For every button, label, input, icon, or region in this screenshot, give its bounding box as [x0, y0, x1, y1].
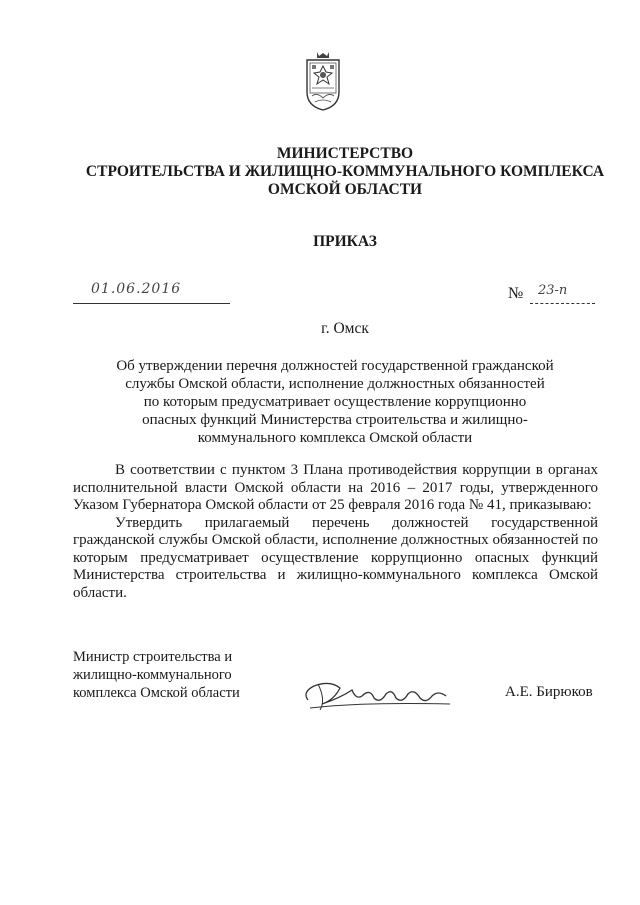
- ministry-line-1: МИНИСТЕРСТВО: [276, 145, 414, 162]
- number-label: №: [508, 285, 524, 302]
- handwritten-number: 23-п: [538, 283, 568, 298]
- signer-title-line: Министр строительства и: [73, 649, 233, 665]
- ministry-header: [40, 145, 640, 199]
- ministry-line-3: ОМСКОЙ ОБЛАСТИ: [267, 181, 423, 198]
- document-type: ПРИКАЗ: [313, 233, 377, 250]
- subject-line: службы Омской области, исполнение должностных обязанностей: [125, 376, 545, 392]
- signer-title-line: комплекса Омской области: [73, 685, 240, 701]
- number-field: [530, 283, 595, 304]
- subject-line: Об утверждении перечня должностей государственной гражданской: [116, 358, 554, 374]
- ministry-line-2: СТРОИТЕЛЬСТВА И ЖИЛИЩНО-КОММУНАЛЬНОГО КОМПЛЕКСА: [85, 163, 605, 180]
- date-field: [73, 281, 230, 304]
- subject-line: коммунального комплекса Омской области: [197, 430, 473, 446]
- signer-title-line: жилищно-коммунального: [73, 667, 232, 683]
- coat-of-arms-icon: [303, 52, 343, 112]
- document-body: [73, 462, 598, 602]
- body-paragraph-1: В соответствии с пунктом 3 Плана противодействия коррупции в органах исполнительной власти Омской области на 2016 – 2017 годы, утвержденного Указом Губернатора Омской области от 25 февраля 2016 года № 41, приказываю:: [73, 462, 598, 513]
- subject-line: опасных функций Министерства строительства и жилищно-: [142, 412, 528, 428]
- body-paragraph-2: Утвердить прилагаемый перечень должностей государственной гражданской службы Омской области, исполнение должностных обязанностей по которым предусматривает осуществление коррупционно опасных функций Министерства строительства и жилищно-коммунального комплекса Омской области.: [73, 514, 598, 601]
- city: г. Омск: [321, 320, 369, 337]
- signer-title: [73, 648, 240, 702]
- subject-line: по которым предусматривает осуществление коррупционно: [143, 394, 527, 410]
- signer-name: А.Е. Бирюков: [505, 684, 593, 700]
- signature-icon: [300, 670, 460, 720]
- document-subject: [100, 357, 570, 447]
- handwritten-date: 01.06.2016: [91, 281, 182, 297]
